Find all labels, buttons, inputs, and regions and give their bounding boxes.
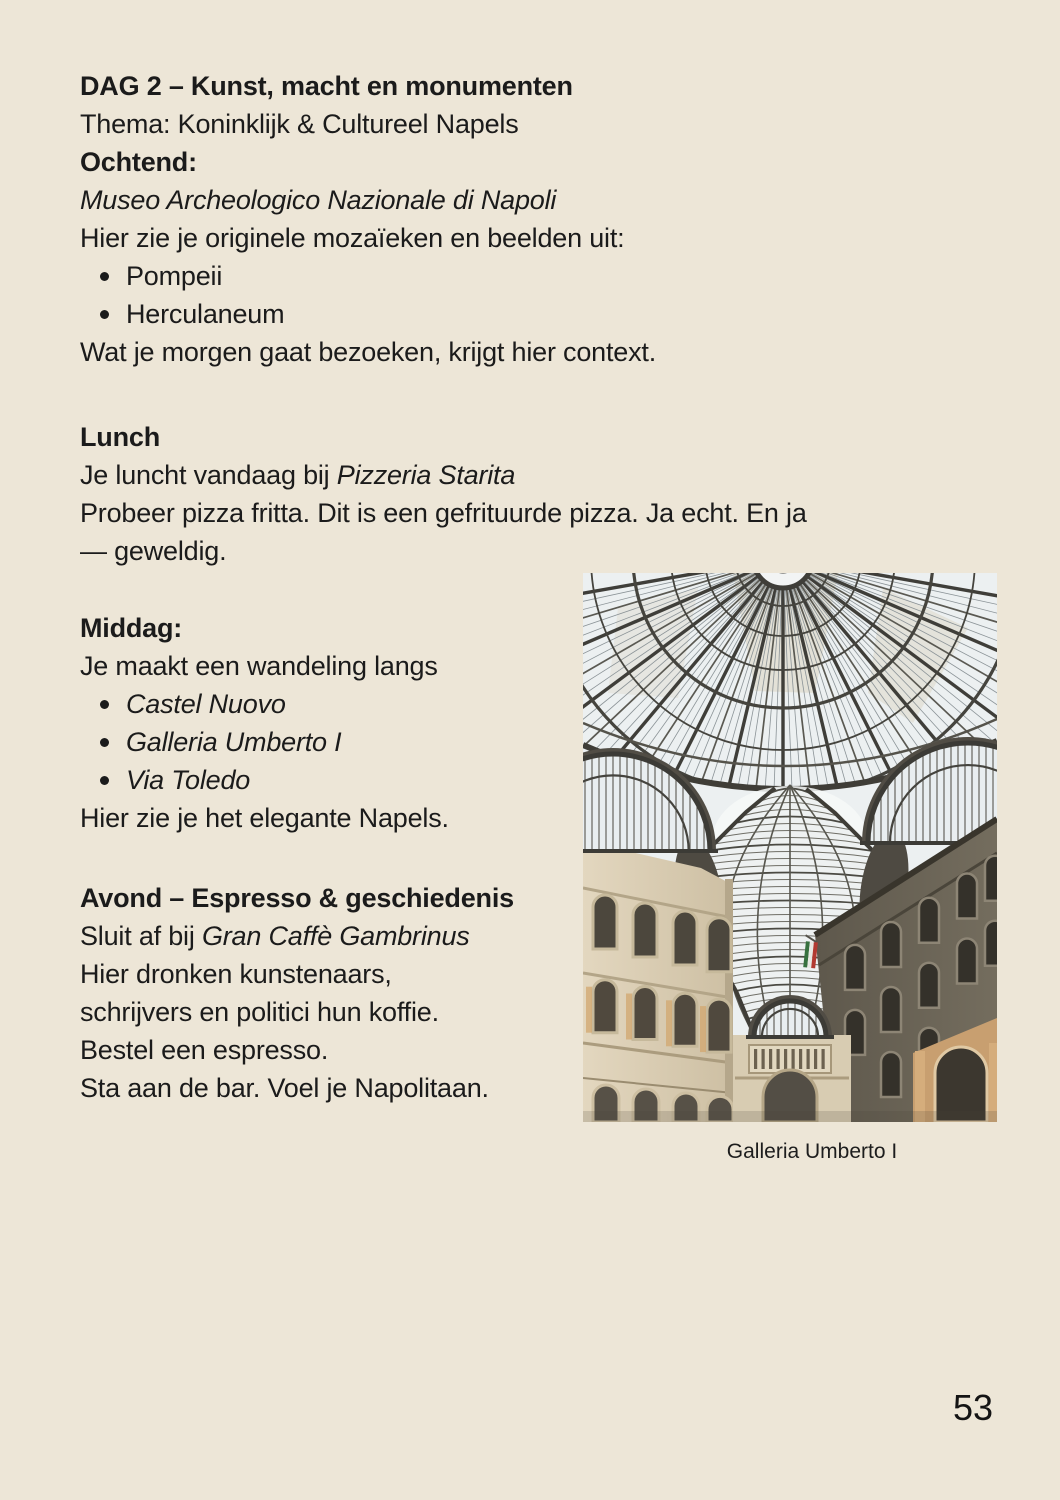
- text-line: [80, 955, 514, 993]
- text-line: [80, 181, 656, 219]
- galleria-dome-illustration: [583, 573, 997, 1122]
- text-segment: Pizzeria Starita: [336, 460, 516, 490]
- text-line: [80, 799, 449, 837]
- bullet-line: [80, 257, 656, 295]
- text-segment: Je maakt een wandeling langs: [80, 651, 438, 681]
- text-segment: Probeer pizza fritta. Dit is een gefrituurde pizza. Ja echt. En ja: [80, 498, 807, 528]
- text-segment: — geweldig.: [80, 536, 227, 566]
- photo-caption: Galleria Umberto I: [726, 1140, 898, 1163]
- text-segment: Gran Caffè Gambrinus: [201, 921, 470, 951]
- page-number: 53: [952, 1387, 993, 1428]
- section-middag: [80, 609, 449, 837]
- text-line: [80, 609, 449, 647]
- text-segment: Museo Archeologico Nazionale di Napoli: [80, 185, 557, 215]
- text-segment: Sta aan de bar. Voel je Napolitaan.: [80, 1073, 489, 1103]
- text-line: [80, 333, 656, 371]
- text-line: [80, 494, 807, 532]
- text-line: [80, 219, 656, 257]
- text-line: [80, 647, 449, 685]
- text-segment: Je luncht vandaag bij: [80, 460, 337, 490]
- text-line: [80, 879, 514, 917]
- text-segment: Hier dronken kunstenaars,: [80, 959, 392, 989]
- galleria-photo: [583, 573, 997, 1122]
- text-line: [80, 418, 807, 456]
- text-segment: Lunch: [80, 422, 160, 452]
- text-line: [80, 105, 656, 143]
- text-segment: Galleria Umberto I: [126, 727, 342, 757]
- bullet-line: [80, 761, 449, 799]
- text-line: [80, 917, 514, 955]
- text-segment: Bestel een espresso.: [80, 1035, 329, 1065]
- text-line: [80, 1031, 514, 1069]
- text-line: [80, 532, 807, 570]
- text-segment: Castel Nuovo: [126, 689, 286, 719]
- text-segment: Wat je morgen gaat bezoeken, krijgt hier context.: [80, 337, 656, 367]
- text-segment: DAG 2 – Kunst, macht en monumenten: [80, 71, 573, 101]
- text-segment: Hier zie je originele mozaïeken en beelden uit:: [80, 223, 625, 253]
- text-segment: Thema: Koninklijk & Cultureel Napels: [80, 109, 519, 139]
- text-segment: Pompeii: [126, 261, 223, 291]
- section-dag2-ochtend: [80, 67, 656, 371]
- text-segment: Sluit af bij: [80, 921, 202, 951]
- text-line: [80, 67, 656, 105]
- text-segment: Ochtend:: [80, 147, 197, 177]
- bullet-line: [80, 685, 449, 723]
- text-segment: schrijvers en politici hun koffie.: [80, 997, 439, 1027]
- bullet-line: [80, 723, 449, 761]
- text-segment: Hier zie je het elegante Napels.: [80, 803, 449, 833]
- text-segment: Via Toledo: [126, 765, 251, 795]
- section-avond: [80, 879, 514, 1107]
- bullet-dot-icon: [100, 776, 109, 785]
- text-segment: Herculaneum: [126, 299, 285, 329]
- text-line: [80, 1069, 514, 1107]
- section-lunch: [80, 418, 807, 570]
- bullet-line: [80, 295, 656, 333]
- text-segment: Avond – Espresso & geschiedenis: [80, 883, 514, 913]
- text-line: [80, 993, 514, 1031]
- bullet-dot-icon: [100, 700, 109, 709]
- text-line: [80, 456, 807, 494]
- text-segment: Middag:: [80, 613, 183, 643]
- text-line: [80, 143, 656, 181]
- bullet-dot-icon: [100, 272, 109, 281]
- bullet-dot-icon: [100, 738, 109, 747]
- bullet-dot-icon: [100, 310, 109, 319]
